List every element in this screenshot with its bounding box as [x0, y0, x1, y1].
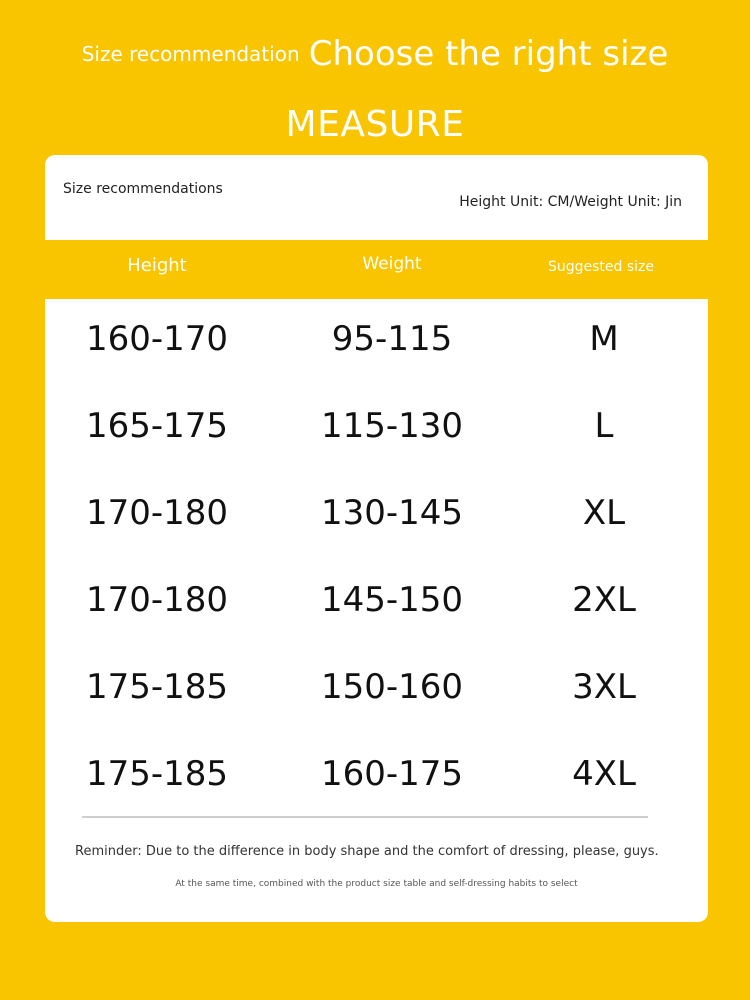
cell-size: M [589, 319, 619, 359]
cell-size: XL [582, 493, 626, 533]
column-header-size: Suggested size [547, 259, 655, 275]
table-header [45, 240, 708, 299]
cell-height: 170-180 [85, 580, 229, 620]
cell-weight: 160-175 [320, 754, 464, 794]
size-card [45, 155, 708, 922]
table-row [45, 299, 708, 386]
header-small-title: Size recommendation [81, 42, 300, 66]
cell-height: 175-185 [85, 754, 229, 794]
cell-height: 165-175 [85, 406, 229, 446]
cell-height: 170-180 [85, 493, 229, 533]
table-row [45, 386, 708, 473]
cell-weight: 150-160 [320, 667, 464, 707]
cell-size: 3XL [572, 667, 636, 707]
reminder-subtext: At the same time, combined with the product size table and self-dressing habits to select [175, 879, 578, 889]
card-title: Size recommendations [63, 181, 223, 197]
page-header [0, 34, 750, 74]
card-header [45, 155, 708, 240]
cell-weight: 130-145 [320, 493, 464, 533]
cell-weight: 145-150 [320, 580, 464, 620]
cell-weight: 115-130 [320, 406, 464, 446]
cell-height: 175-185 [85, 667, 229, 707]
measure-heading: MEASURE [285, 104, 465, 145]
cell-size: 2XL [572, 580, 636, 620]
cell-weight: 95-115 [331, 319, 453, 359]
table-row [45, 647, 708, 734]
table-row [45, 560, 708, 647]
table-body [45, 299, 708, 821]
unit-note: Height Unit: CM/Weight Unit: Jin [459, 194, 682, 210]
table-row [45, 734, 708, 821]
cell-size: 4XL [572, 754, 636, 794]
table-row [45, 473, 708, 560]
divider [82, 816, 648, 818]
column-header-weight: Weight [362, 254, 422, 274]
cell-height: 160-170 [85, 319, 229, 359]
header-large-title: Choose the right size [308, 34, 669, 74]
reminder-text: Reminder: Due to the difference in body shape and the comfort of dressing, please, guys. [75, 844, 659, 859]
cell-size: L [594, 406, 614, 446]
column-header-height: Height [127, 255, 187, 276]
